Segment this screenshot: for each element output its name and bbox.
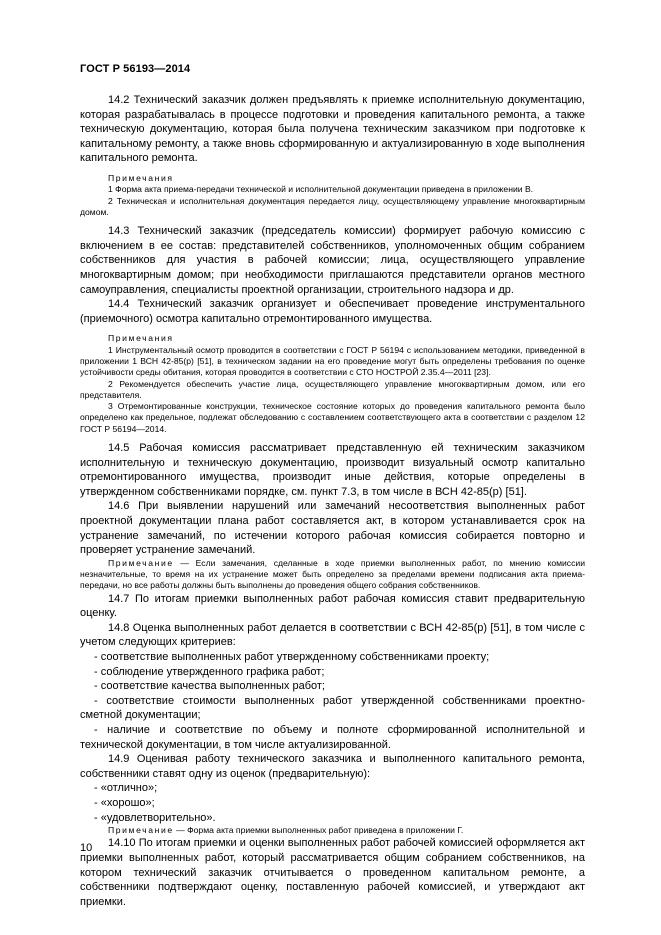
note-label: Примечание xyxy=(108,825,174,836)
paragraph-14-3: 14.3 Технический заказчик (председатель комиссии) формирует рабочую комиссию с включением в ее состав: представителей собственников, уполномоченных общим собранием собственников для участия в рабочей комиссии; лица, осуществляющего управление многоквартирным домом; при необходимости приглашаются представители органов местного самоуправления, специалисты проектной организации, строительного надзора и др. xyxy=(80,225,585,296)
document-body xyxy=(80,93,585,909)
page-number: 10 xyxy=(80,842,93,854)
grades-list xyxy=(80,781,585,825)
note-item: 3 Отремонтированные конструкции, техническое состояние которых до проведения капитального ремонта было определено как предельное, подлежат обследованию с составлением соответствующего акта в соответствии с разделом 12 ГОСТ Р 56194—2014. xyxy=(80,401,585,434)
paragraph-14-6: 14.6 При выявлении нарушений или замечаний несоответствия выполненных работ проектной документации плана работ составляется акт, в котором устанавливается срок на устранение замечаний, по истечении которого рабочая комиссия собирается повторно и проверяет устранение замечаний. xyxy=(80,500,585,557)
notes-title: Примечания xyxy=(108,172,174,183)
list-item: - «удовлетворительно». xyxy=(94,811,216,824)
note-item: 2 Техническая и исполнительная документация передается лицу, осуществляющему управление многоквартирным домом. xyxy=(80,195,585,217)
paragraph-14-5: 14.5 Рабочая комиссия рассматривает представленную ей техническим заказчиком исполнительную и техническую документацию, производит визуальный осмотр капитально отремонтированного имущества, производит иные действия, которые определены в утвержденном собственниками порядке, см. пункт 7.3, в том числе в ВСН 42-85(р) [51]. xyxy=(80,441,585,498)
notes-block-2 xyxy=(80,333,585,435)
paragraph-14-8: 14.8 Оценка выполненных работ делается в соответствии с ВСН 42-85(р) [51], в том числе с учетом следующих критериев: xyxy=(80,621,585,649)
list-item: - соответствие выполненных работ утвержденному собственниками проекту; xyxy=(94,651,490,663)
list-item: - соблюдение утвержденного графика работ; xyxy=(94,665,325,678)
list-item: - наличие и соответствие по объему и полноте сформированной исполнительной и технической документации, в том числе актуализированной. xyxy=(80,723,585,751)
note-4 xyxy=(80,825,585,836)
list-item: - соответствие качества выполненных работ; xyxy=(94,680,325,693)
paragraph-14-2: 14.2 Технический заказчик должен предъявлять к приемке исполнительную документацию, которая разрабатывалась в процессе подготовки и проведения капитального ремонта, а также техническую документацию, которая была получена техническим заказчиком при подготовке к капитальному ремонту, а также вновь сформированную и актуализированную в ходе выполнения капитального ремонта. xyxy=(80,94,585,165)
note-text: — Если замечания, сделанные в ходе приемки выполненных работ, по мнению комиссии незначительные, то время на их устранение может быть определено за пределами времени подписания акта приема-передачи, но все работы должны быть выполнены до проведения общего собрания собственников. xyxy=(80,557,585,591)
paragraph-14-7: 14.7 По итогам приемки выполненных работ рабочая комиссия ставит предварительную оценку. xyxy=(80,592,585,620)
paragraph-14-4: 14.4 Технический заказчик организует и обеспечивает проведение инструментального (приемочного) осмотра капитально отремонтированного имущества. xyxy=(80,298,585,325)
list-item: - соответствие стоимости выполненных работ утвержденной собственниками проектно-сметной документации; xyxy=(80,694,585,722)
paragraph-14-9: 14.9 Оценивая работу технического заказчика и выполненного капитального ремонта, собственники ставят одну из оценок (предварительную): xyxy=(80,753,585,780)
list-item: - «отлично»; xyxy=(94,782,158,795)
paragraph-14-10: 14.10 По итогам приемки и оценки выполненных работ рабочей комиссией оформляется акт приемки выполненных работ, который рассматривается общим собранием собственников, на котором технический заказчик отчитывается о проведенном капитальном ремонте, а собственники подтверждают оценку, поставленную рабочей комиссией, и утверждают акт приемки. xyxy=(80,837,585,908)
criteria-list xyxy=(80,650,585,752)
note-label: Примечание xyxy=(108,557,174,568)
note-item: 1 Форма акта приема-передачи технической и исполнительной документации приведена в приложении В. xyxy=(108,184,534,195)
note-3 xyxy=(80,558,585,592)
document-header: ГОСТ Р 56193—2014 xyxy=(80,63,191,75)
notes-title: Примечания xyxy=(108,333,174,344)
note-item: 1 Инструментальный осмотр проводится в соответствии с ГОСТ Р 56194 с использованием методики, приведенной в приложении 1 ВСН 42-85(р) [51], в техническом задании на его проведение могут быть определены требования по оценке устойчивости среды обитания, которая проводится в соответствии с СТО НОСТРОЙ 2.35.4—2011 [23]. xyxy=(80,344,585,378)
list-item: - «хорошо»; xyxy=(94,796,155,809)
note-text: — Форма акта приемки выполненных работ приведена в приложении Г. xyxy=(173,825,464,836)
notes-block-1 xyxy=(80,173,585,218)
note-item: 2 Рекомендуется обеспечить участие лица, осуществляющего управление многоквартирным домом, или его представителя. xyxy=(80,378,585,400)
